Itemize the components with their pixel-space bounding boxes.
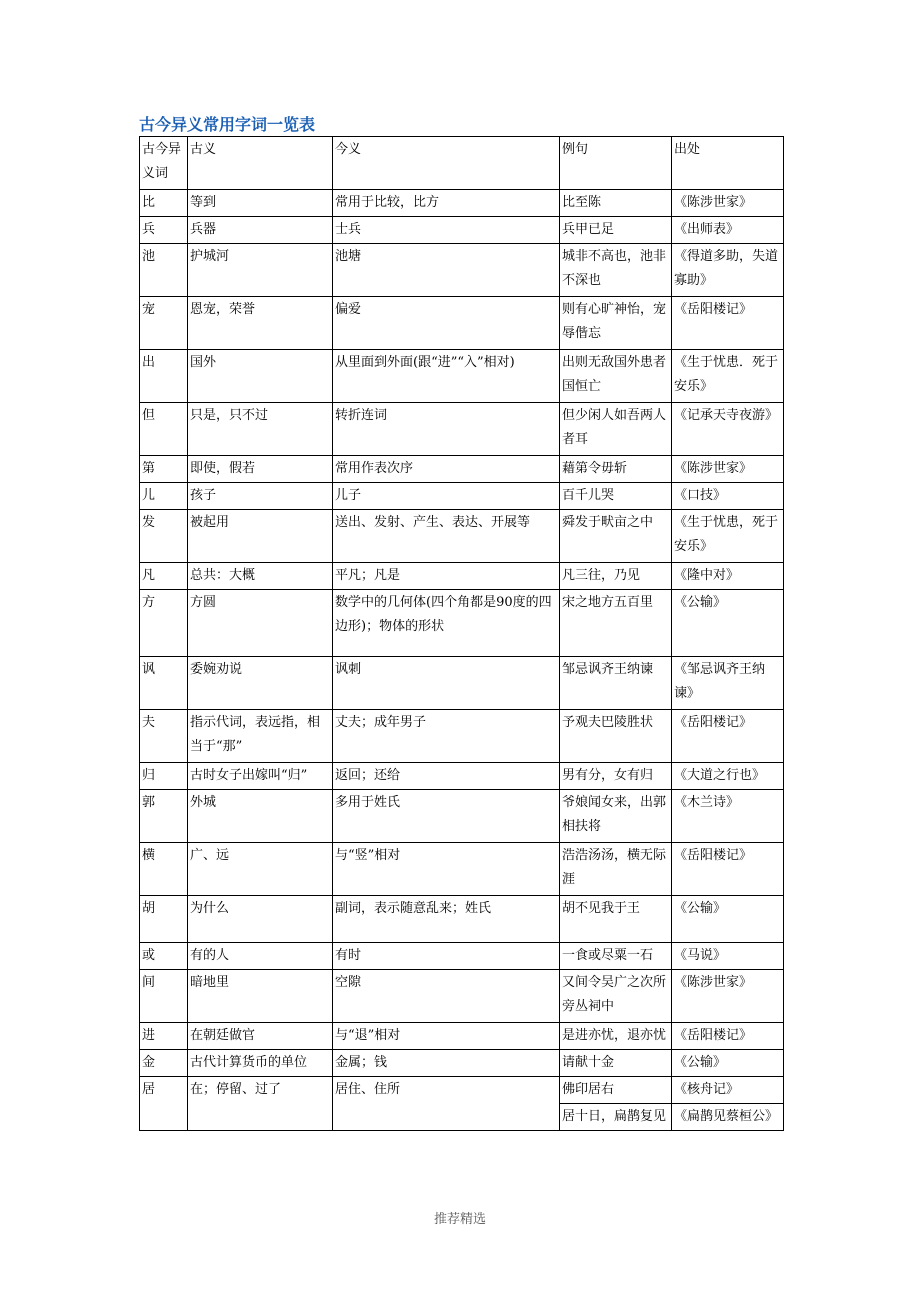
cell-example: 居十日，扁鹊复见 bbox=[560, 1104, 672, 1131]
table-row bbox=[140, 403, 784, 456]
cell-modern: 转折连词 bbox=[333, 403, 560, 456]
cell-source: 《岳阳楼记》 bbox=[672, 1023, 784, 1050]
cell-example: 凡三往，乃见 bbox=[560, 563, 672, 590]
cell-example: 兵甲已足 bbox=[560, 217, 672, 244]
cell-ancient: 方圆 bbox=[188, 590, 333, 657]
cell-word: 第 bbox=[140, 456, 188, 483]
header-cell: 出处 bbox=[672, 137, 784, 190]
table-row bbox=[140, 456, 784, 483]
cell-source: 《出师表》 bbox=[672, 217, 784, 244]
cell-ancient: 总共：大概 bbox=[188, 563, 333, 590]
cell-source: 《隆中对》 bbox=[672, 563, 784, 590]
table-row bbox=[140, 763, 784, 790]
cell-modern: 从里面到外面(跟“进”“入”相对) bbox=[333, 350, 560, 403]
cell-ancient: 有的人 bbox=[188, 943, 333, 970]
cell-word: 间 bbox=[140, 970, 188, 1023]
cell-source: 《邹忌讽齐王纳谏》 bbox=[672, 657, 784, 710]
page-footer: 推荐精选 bbox=[433, 1212, 486, 1227]
cell-word: 兵 bbox=[140, 217, 188, 244]
table-row bbox=[140, 943, 784, 970]
table-row bbox=[140, 190, 784, 217]
cell-word: 居 bbox=[140, 1077, 188, 1131]
cell-source: 《记承天寺夜游》 bbox=[672, 403, 784, 456]
cell-modern: 送出、发射、产生、表达、开展等 bbox=[333, 510, 560, 563]
table-row bbox=[140, 1077, 784, 1104]
header-cell: 古义 bbox=[188, 137, 333, 190]
cell-example: 胡不见我于王 bbox=[560, 896, 672, 943]
cell-example: 出则无敌国外患者国恒亡 bbox=[560, 350, 672, 403]
cell-ancient: 为什么 bbox=[188, 896, 333, 943]
cell-word: 凡 bbox=[140, 563, 188, 590]
cell-source: 《陈涉世家》 bbox=[672, 190, 784, 217]
cell-example: 予观夫巴陵胜状 bbox=[560, 710, 672, 763]
cell-example: 佛印居右 bbox=[560, 1077, 672, 1104]
cell-modern: 池塘 bbox=[333, 244, 560, 297]
cell-word: 或 bbox=[140, 943, 188, 970]
cell-modern: 士兵 bbox=[333, 217, 560, 244]
cell-word: 但 bbox=[140, 403, 188, 456]
cell-modern: 副词，表示随意乱来；姓氏 bbox=[333, 896, 560, 943]
cell-source: 《生于忧患．死于安乐》 bbox=[672, 350, 784, 403]
cell-word: 出 bbox=[140, 350, 188, 403]
cell-word: 比 bbox=[140, 190, 188, 217]
cell-ancient: 国外 bbox=[188, 350, 333, 403]
cell-modern: 平凡；凡是 bbox=[333, 563, 560, 590]
header-cell: 古今异义词 bbox=[140, 137, 188, 190]
cell-source: 《陈涉世家》 bbox=[672, 456, 784, 483]
cell-word: 方 bbox=[140, 590, 188, 657]
cell-modern: 有时 bbox=[333, 943, 560, 970]
table-row bbox=[140, 350, 784, 403]
cell-source: 《马说》 bbox=[672, 943, 784, 970]
cell-example: 百千儿哭 bbox=[560, 483, 672, 510]
cell-source: 《公输》 bbox=[672, 896, 784, 943]
cell-example: 男有分，女有归 bbox=[560, 763, 672, 790]
cell-example: 一食或尽粟一石 bbox=[560, 943, 672, 970]
cell-example: 宋之地方五百里 bbox=[560, 590, 672, 657]
header-cell: 今义 bbox=[333, 137, 560, 190]
cell-word: 进 bbox=[140, 1023, 188, 1050]
cell-source: 《扁鹊见蔡桓公》 bbox=[672, 1104, 784, 1131]
cell-example: 浩浩汤汤，横无际涯 bbox=[560, 843, 672, 896]
table-row bbox=[140, 657, 784, 710]
cell-modern: 金属；钱 bbox=[333, 1050, 560, 1077]
cell-source: 《木兰诗》 bbox=[672, 790, 784, 843]
cell-modern: 讽刺 bbox=[333, 657, 560, 710]
cell-word: 归 bbox=[140, 763, 188, 790]
cell-modern: 空隙 bbox=[333, 970, 560, 1023]
table-row bbox=[140, 896, 784, 943]
cell-modern: 居住、住所 bbox=[333, 1077, 560, 1131]
cell-ancient: 古代计算货币的单位 bbox=[188, 1050, 333, 1077]
cell-modern: 与“竖”相对 bbox=[333, 843, 560, 896]
header-cell: 例句 bbox=[560, 137, 672, 190]
cell-word: 发 bbox=[140, 510, 188, 563]
cell-word: 胡 bbox=[140, 896, 188, 943]
cell-word: 夫 bbox=[140, 710, 188, 763]
cell-example: 则有心旷神怡，宠辱偕忘 bbox=[560, 297, 672, 350]
cell-source: 《得道多助，失道寡助》 bbox=[672, 244, 784, 297]
cell-example: 又间令吴广之次所旁丛祠中 bbox=[560, 970, 672, 1023]
cell-example: 爷娘闻女来，出郭相扶将 bbox=[560, 790, 672, 843]
cell-ancient: 等到 bbox=[188, 190, 333, 217]
cell-word: 池 bbox=[140, 244, 188, 297]
table-header-row bbox=[140, 137, 784, 190]
cell-modern: 儿子 bbox=[333, 483, 560, 510]
cell-word: 宠 bbox=[140, 297, 188, 350]
cell-ancient: 在朝廷做官 bbox=[188, 1023, 333, 1050]
cell-modern: 与“退”相对 bbox=[333, 1023, 560, 1050]
table-row bbox=[140, 843, 784, 896]
cell-ancient: 只是，只不过 bbox=[188, 403, 333, 456]
cell-ancient: 被起用 bbox=[188, 510, 333, 563]
table-row bbox=[140, 510, 784, 563]
cell-ancient: 孩子 bbox=[188, 483, 333, 510]
cell-example: 比至陈 bbox=[560, 190, 672, 217]
table-row bbox=[140, 590, 784, 657]
cell-ancient: 即使，假若 bbox=[188, 456, 333, 483]
cell-word: 金 bbox=[140, 1050, 188, 1077]
table-row bbox=[140, 563, 784, 590]
cell-example: 但少闲人如吾两人者耳 bbox=[560, 403, 672, 456]
cell-example: 城非不高也，池非不深也 bbox=[560, 244, 672, 297]
table-row bbox=[140, 297, 784, 350]
page-title: 古今异义常用字词一览表 bbox=[139, 115, 316, 134]
cell-modern: 丈夫；成年男子 bbox=[333, 710, 560, 763]
cell-word: 郭 bbox=[140, 790, 188, 843]
cell-source: 《大道之行也》 bbox=[672, 763, 784, 790]
cell-ancient: 广、远 bbox=[188, 843, 333, 896]
table-row bbox=[140, 710, 784, 763]
cell-source: 《核舟记》 bbox=[672, 1077, 784, 1104]
vocabulary-table bbox=[139, 136, 784, 1131]
cell-modern: 数学中的几何体(四个角都是90度的四边形)；物体的形状 bbox=[333, 590, 560, 657]
cell-word: 横 bbox=[140, 843, 188, 896]
cell-source: 《口技》 bbox=[672, 483, 784, 510]
table-row bbox=[140, 790, 784, 843]
table-row bbox=[140, 217, 784, 244]
cell-ancient: 古时女子出嫁叫“归” bbox=[188, 763, 333, 790]
cell-source: 《岳阳楼记》 bbox=[672, 297, 784, 350]
table-row bbox=[140, 1050, 784, 1077]
table-row bbox=[140, 1023, 784, 1050]
cell-example: 藉第令毋斩 bbox=[560, 456, 672, 483]
table-row bbox=[140, 970, 784, 1023]
cell-source: 《陈涉世家》 bbox=[672, 970, 784, 1023]
table-row bbox=[140, 483, 784, 510]
cell-ancient: 在；停留、过了 bbox=[188, 1077, 333, 1131]
cell-source: 《公输》 bbox=[672, 1050, 784, 1077]
cell-source: 《生于忧患，死于安乐》 bbox=[672, 510, 784, 563]
cell-source: 《岳阳楼记》 bbox=[672, 843, 784, 896]
cell-modern: 常用于比较，比方 bbox=[333, 190, 560, 217]
cell-ancient: 恩宠，荣誉 bbox=[188, 297, 333, 350]
cell-example: 邹忌讽齐王纳谏 bbox=[560, 657, 672, 710]
cell-ancient: 指示代词，表远指，相当于“那” bbox=[188, 710, 333, 763]
cell-ancient: 外城 bbox=[188, 790, 333, 843]
cell-modern: 常用作表次序 bbox=[333, 456, 560, 483]
cell-modern: 偏爱 bbox=[333, 297, 560, 350]
cell-source: 《岳阳楼记》 bbox=[672, 710, 784, 763]
cell-modern: 多用于姓氏 bbox=[333, 790, 560, 843]
table-row bbox=[140, 244, 784, 297]
cell-example: 是进亦忧，退亦忧 bbox=[560, 1023, 672, 1050]
cell-example: 舜发于畎亩之中 bbox=[560, 510, 672, 563]
cell-ancient: 兵器 bbox=[188, 217, 333, 244]
cell-modern: 返回；还给 bbox=[333, 763, 560, 790]
cell-word: 儿 bbox=[140, 483, 188, 510]
cell-word: 讽 bbox=[140, 657, 188, 710]
cell-ancient: 护城河 bbox=[188, 244, 333, 297]
cell-ancient: 暗地里 bbox=[188, 970, 333, 1023]
cell-ancient: 委婉劝说 bbox=[188, 657, 333, 710]
cell-example: 请献十金 bbox=[560, 1050, 672, 1077]
cell-source: 《公输》 bbox=[672, 590, 784, 657]
